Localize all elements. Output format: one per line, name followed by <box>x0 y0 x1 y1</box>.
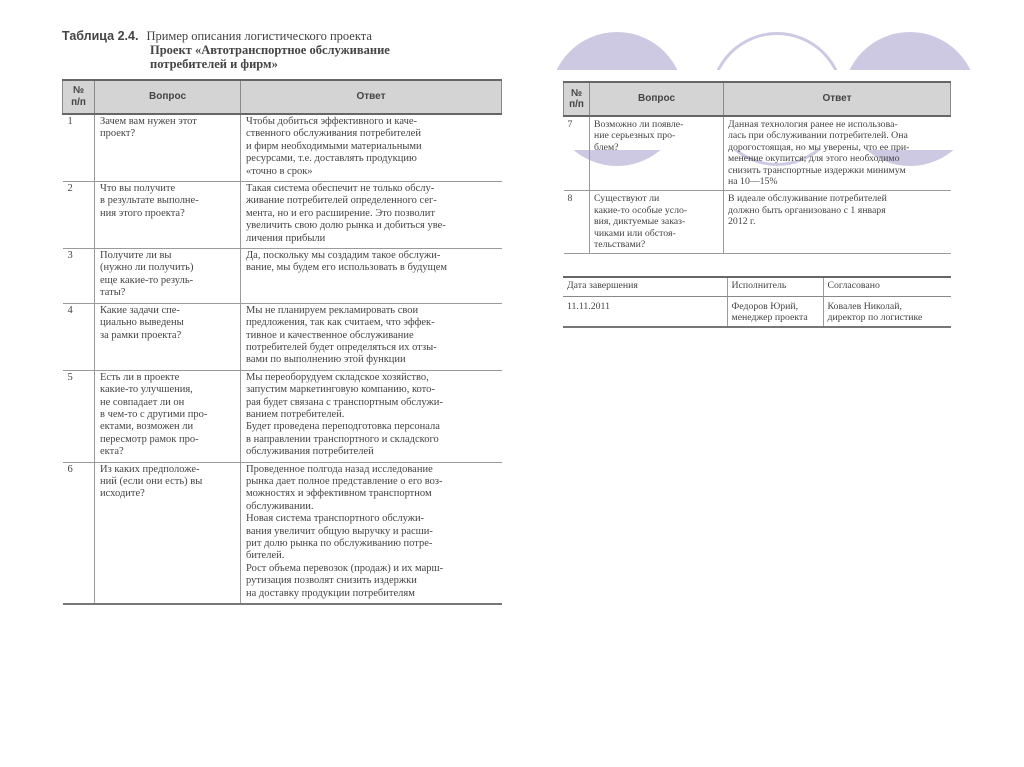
table-row <box>63 249 502 304</box>
question-line: ний (если они есть) вы <box>100 475 203 487</box>
row-number: 8 <box>564 191 590 254</box>
answer-line: ванием потребителей. <box>246 408 345 420</box>
header-question: Вопрос <box>95 80 241 114</box>
answer-line: 2012 г. <box>728 216 756 228</box>
table-header-row <box>564 82 951 116</box>
row-answer <box>241 182 502 249</box>
row-question <box>95 462 241 604</box>
answer-line: увеличить свою долю рынка и добиться уве- <box>246 220 446 232</box>
executor-value: Федоров Юрий, менеджер проекта <box>727 297 823 327</box>
answer-line: на доставку продукции потребителям <box>246 587 415 599</box>
header-answer: Ответ <box>241 80 502 114</box>
question-line: Зачем вам нужен этот <box>100 116 197 127</box>
answer-line: рит долю рынка по обслуживанию потре- <box>246 538 433 549</box>
approved-value: Ковалев Николай, директор по логистике <box>823 297 951 327</box>
question-line: Существуют ли <box>594 193 660 205</box>
table-row <box>564 191 951 254</box>
question-line: не совпадает ли он <box>100 396 185 408</box>
table-row <box>63 303 502 370</box>
row-number: 2 <box>63 182 95 249</box>
row-answer <box>241 114 502 182</box>
project-table-right <box>563 81 951 254</box>
answer-line: запустим маркетинговую компанию, кото- <box>246 384 435 396</box>
answer-line: «точно в срок» <box>246 165 313 177</box>
date-label: Дата завершения <box>563 277 727 297</box>
executor-label: Исполнитель <box>727 277 823 297</box>
answer-line: на 10—15% <box>728 176 778 188</box>
answer-line: и фирм необходимыми материальными <box>246 140 422 152</box>
table-row <box>63 370 502 462</box>
question-line: Получите ли вы <box>100 250 172 262</box>
question-line: пересмотр рамок про- <box>100 433 199 445</box>
row-question <box>95 370 241 462</box>
answer-line: можностях и эффективном транспортном <box>246 488 432 500</box>
answer-line: обслуживании. <box>246 500 314 512</box>
answer-line: вами по выполнению этой функции <box>246 354 406 366</box>
answer-line: бителей. <box>246 550 285 562</box>
answer-line: ственного обслуживания потребителей <box>246 128 421 140</box>
row-question <box>590 191 724 254</box>
row-question <box>590 116 724 191</box>
answer-line: Рост объема перевозок (продаж) и их марш- <box>246 562 444 574</box>
question-line: еще какие-то резуль- <box>100 274 194 286</box>
row-question <box>95 303 241 370</box>
answer-line: рая будет связана с транспортным обслужи- <box>246 396 443 408</box>
answer-line: Данная технология ранее не использова- <box>728 119 898 130</box>
question-line: Возможно ли появле- <box>594 119 684 130</box>
row-answer <box>724 116 951 191</box>
question-line: Из каких предположе- <box>100 463 200 475</box>
question-line: какие-то особые усло- <box>594 204 688 216</box>
question-line: за рамки проекта? <box>100 329 182 341</box>
table-header-row <box>63 80 502 114</box>
caption-project-line1: Проект «Автотранспортное обслуживание <box>150 43 390 57</box>
answer-line: в направлении транспортного и складского <box>246 433 439 445</box>
row-number: 5 <box>63 370 95 462</box>
question-line: исходите? <box>100 488 145 500</box>
answer-line: Чтобы добиться эффективного и каче- <box>246 116 418 127</box>
answer-line: Мы не планируем рекламировать свои <box>246 304 419 316</box>
table-caption <box>62 29 390 71</box>
question-line: какие-то улучшения, <box>100 384 193 396</box>
answer-line: предложения, так как считаем, что эффек- <box>246 317 435 329</box>
date-value: 11.11.2011 <box>563 297 727 327</box>
question-line: Что вы получите <box>100 183 176 195</box>
answer-line: живание потребителей определенного сег- <box>246 195 437 207</box>
answer-line: Мы переоборудуем складское хозяйство, <box>246 371 429 383</box>
row-question <box>95 249 241 304</box>
question-line: проект? <box>100 128 136 140</box>
question-line: вия, диктуемые заказ- <box>594 216 686 228</box>
row-question <box>95 114 241 182</box>
row-number: 1 <box>63 114 95 182</box>
table-row <box>63 114 502 182</box>
row-number: 3 <box>63 249 95 304</box>
row-answer <box>724 191 951 254</box>
table-row <box>63 182 502 249</box>
question-line: Есть ли в проекте <box>100 371 180 383</box>
row-number: 4 <box>63 303 95 370</box>
question-line: ние серьезных про- <box>594 130 676 142</box>
question-line: чиками или обстоя- <box>594 227 676 239</box>
answer-line: личения прибыли <box>246 232 326 244</box>
answer-line: должно быть организовано с 1 января <box>728 204 886 216</box>
question-line: блем? <box>594 141 619 153</box>
answer-line: тивное и качественное обслуживание <box>246 329 414 341</box>
question-line: циально выведены <box>100 317 184 329</box>
question-line: екта? <box>100 446 124 458</box>
question-line: (нужно ли получить) <box>100 262 194 274</box>
question-line: Какие задачи спе- <box>100 304 180 316</box>
answer-line: дорогостоящая, но мы уверены, что ее при- <box>728 141 910 153</box>
approved-label: Согласовано <box>823 277 951 297</box>
answer-line: Проведенное полгода назад исследование <box>246 463 433 475</box>
row-answer <box>241 370 502 462</box>
row-number: 7 <box>564 116 590 191</box>
caption-project-line2: потребителей и фирм» <box>150 57 278 71</box>
header-num: № п/п <box>564 82 590 116</box>
table-row <box>564 116 951 191</box>
answer-line: В идеале обслуживание потребителей <box>728 193 887 205</box>
answer-line: снизить транспортные издержки минимум <box>728 164 906 176</box>
answer-line: рынка дает полное представление о его воз- <box>246 475 443 487</box>
answer-line: вания увеличит общую выручку и расши- <box>246 525 433 537</box>
question-line: ектами, возможен ли <box>100 421 194 433</box>
answer-line: обслуживания потребителей <box>246 446 374 458</box>
answer-line: вание, мы будем его использовать в будущем <box>246 262 448 274</box>
answer-line: потребителей будет определяться их отзы- <box>246 341 437 353</box>
header-answer: Ответ <box>724 82 951 116</box>
answer-line: лась при обслуживании потребителей. Она <box>728 130 908 142</box>
answer-line: мента, но и его расширение. Это позволит <box>246 207 435 219</box>
approval-header-row <box>563 277 951 297</box>
project-table-left <box>62 79 502 605</box>
answer-line: Новая система транспортного обслужи- <box>246 513 425 525</box>
caption-title: Пример описания логистического проекта <box>146 29 372 43</box>
answer-line: менение окупится; для этого необходимо <box>728 153 900 165</box>
approval-table <box>563 276 951 328</box>
row-answer <box>241 462 502 604</box>
question-line: ния этого проекта? <box>100 207 185 219</box>
caption-label: Таблица 2.4. <box>62 29 139 43</box>
question-line: тельствами? <box>594 239 646 251</box>
answer-line: ресурсами, т.е. доставлять продукцию <box>246 153 417 165</box>
table-row <box>63 462 502 604</box>
header-num: № п/п <box>63 80 95 114</box>
answer-line: Да, поскольку мы создадим такое обслужи- <box>246 250 441 262</box>
answer-line: рутизация позволят снизить издержки <box>246 575 417 587</box>
answer-line: Будет проведена переподготовка персонала <box>246 421 440 433</box>
row-number: 6 <box>63 462 95 604</box>
question-line: в результате выполне- <box>100 195 199 207</box>
row-question <box>95 182 241 249</box>
row-answer <box>241 303 502 370</box>
approval-value-row <box>563 297 951 327</box>
question-line: таты? <box>100 287 126 299</box>
header-question: Вопрос <box>590 82 724 116</box>
question-line: в чем-то с другими про- <box>100 408 208 420</box>
row-answer <box>241 249 502 304</box>
answer-line: Такая система обеспечит не только обслу- <box>246 183 435 195</box>
